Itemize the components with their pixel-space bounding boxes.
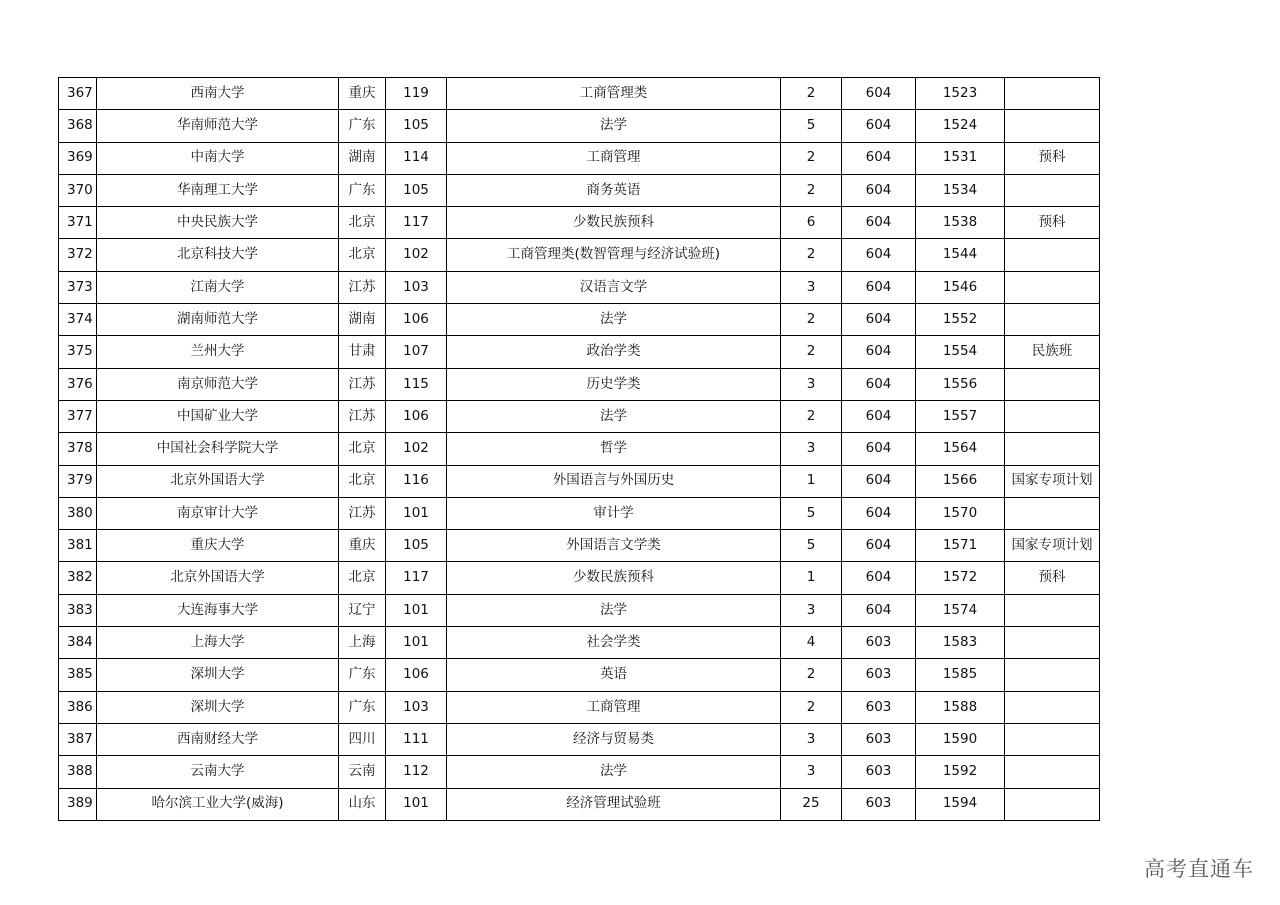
remark-cell bbox=[1005, 368, 1100, 400]
university-cell: 深圳大学 bbox=[97, 659, 339, 691]
plan-count-cell: 25 bbox=[781, 788, 842, 820]
table-row bbox=[59, 110, 1100, 142]
row-number-cell: 383 bbox=[59, 594, 97, 626]
row-number-cell: 367 bbox=[59, 78, 97, 110]
min-rank-cell: 1523 bbox=[916, 78, 1005, 110]
remark-cell bbox=[1005, 433, 1100, 465]
major-code-cell: 117 bbox=[386, 562, 447, 594]
min-rank-cell: 1552 bbox=[916, 304, 1005, 336]
table-row bbox=[59, 594, 1100, 626]
table-row bbox=[59, 497, 1100, 529]
row-number-cell: 377 bbox=[59, 400, 97, 432]
min-score-cell: 604 bbox=[842, 594, 916, 626]
row-number-cell: 388 bbox=[59, 756, 97, 788]
major-name-cell: 法学 bbox=[447, 594, 781, 626]
major-name-cell: 法学 bbox=[447, 110, 781, 142]
min-rank-cell: 1557 bbox=[916, 400, 1005, 432]
row-number-cell: 376 bbox=[59, 368, 97, 400]
table-row bbox=[59, 465, 1100, 497]
remark-cell bbox=[1005, 627, 1100, 659]
remark-cell: 民族班 bbox=[1005, 336, 1100, 368]
min-score-cell: 604 bbox=[842, 207, 916, 239]
province-cell: 山东 bbox=[339, 788, 386, 820]
remark-cell bbox=[1005, 174, 1100, 206]
plan-count-cell: 2 bbox=[781, 691, 842, 723]
plan-count-cell: 2 bbox=[781, 78, 842, 110]
plan-count-cell: 1 bbox=[781, 465, 842, 497]
row-number-cell: 374 bbox=[59, 304, 97, 336]
row-number-cell: 370 bbox=[59, 174, 97, 206]
table-row bbox=[59, 271, 1100, 303]
remark-cell: 预科 bbox=[1005, 207, 1100, 239]
row-number-cell: 373 bbox=[59, 271, 97, 303]
university-cell: 西南大学 bbox=[97, 78, 339, 110]
major-name-cell: 外国语言文学类 bbox=[447, 530, 781, 562]
university-cell: 湖南师范大学 bbox=[97, 304, 339, 336]
table-row bbox=[59, 142, 1100, 174]
major-code-cell: 105 bbox=[386, 530, 447, 562]
plan-count-cell: 2 bbox=[781, 142, 842, 174]
major-code-cell: 106 bbox=[386, 400, 447, 432]
min-rank-cell: 1566 bbox=[916, 465, 1005, 497]
major-code-cell: 103 bbox=[386, 271, 447, 303]
major-name-cell: 哲学 bbox=[447, 433, 781, 465]
min-score-cell: 604 bbox=[842, 78, 916, 110]
province-cell: 广东 bbox=[339, 691, 386, 723]
table-row bbox=[59, 756, 1100, 788]
min-score-cell: 604 bbox=[842, 336, 916, 368]
university-cell: 北京外国语大学 bbox=[97, 465, 339, 497]
university-cell: 重庆大学 bbox=[97, 530, 339, 562]
plan-count-cell: 6 bbox=[781, 207, 842, 239]
min-rank-cell: 1538 bbox=[916, 207, 1005, 239]
remark-cell bbox=[1005, 497, 1100, 529]
university-cell: 南京师范大学 bbox=[97, 368, 339, 400]
major-code-cell: 103 bbox=[386, 691, 447, 723]
table-row bbox=[59, 788, 1100, 820]
plan-count-cell: 3 bbox=[781, 594, 842, 626]
province-cell: 北京 bbox=[339, 433, 386, 465]
university-cell: 大连海事大学 bbox=[97, 594, 339, 626]
province-cell: 广东 bbox=[339, 110, 386, 142]
table-row bbox=[59, 659, 1100, 691]
major-name-cell: 商务英语 bbox=[447, 174, 781, 206]
major-code-cell: 101 bbox=[386, 497, 447, 529]
min-score-cell: 604 bbox=[842, 110, 916, 142]
table-row bbox=[59, 207, 1100, 239]
row-number-cell: 371 bbox=[59, 207, 97, 239]
major-code-cell: 116 bbox=[386, 465, 447, 497]
plan-count-cell: 2 bbox=[781, 400, 842, 432]
province-cell: 云南 bbox=[339, 756, 386, 788]
major-name-cell: 工商管理 bbox=[447, 691, 781, 723]
plan-count-cell: 2 bbox=[781, 336, 842, 368]
university-cell: 北京外国语大学 bbox=[97, 562, 339, 594]
table-row bbox=[59, 400, 1100, 432]
major-name-cell: 少数民族预科 bbox=[447, 207, 781, 239]
university-cell: 上海大学 bbox=[97, 627, 339, 659]
major-name-cell: 外国语言与外国历史 bbox=[447, 465, 781, 497]
plan-count-cell: 3 bbox=[781, 368, 842, 400]
province-cell: 重庆 bbox=[339, 530, 386, 562]
min-rank-cell: 1524 bbox=[916, 110, 1005, 142]
province-cell: 湖南 bbox=[339, 142, 386, 174]
remark-cell bbox=[1005, 723, 1100, 755]
major-code-cell: 112 bbox=[386, 756, 447, 788]
province-cell: 江苏 bbox=[339, 400, 386, 432]
major-name-cell: 法学 bbox=[447, 400, 781, 432]
min-rank-cell: 1554 bbox=[916, 336, 1005, 368]
plan-count-cell: 4 bbox=[781, 627, 842, 659]
major-code-cell: 115 bbox=[386, 368, 447, 400]
major-name-cell: 历史学类 bbox=[447, 368, 781, 400]
major-name-cell: 社会学类 bbox=[447, 627, 781, 659]
university-cell: 中南大学 bbox=[97, 142, 339, 174]
row-number-cell: 387 bbox=[59, 723, 97, 755]
min-score-cell: 604 bbox=[842, 433, 916, 465]
major-name-cell: 工商管理类(数智管理与经济试验班) bbox=[447, 239, 781, 271]
table-row bbox=[59, 723, 1100, 755]
remark-cell: 国家专项计划 bbox=[1005, 530, 1100, 562]
table-row bbox=[59, 562, 1100, 594]
remark-cell bbox=[1005, 78, 1100, 110]
row-number-cell: 389 bbox=[59, 788, 97, 820]
min-rank-cell: 1588 bbox=[916, 691, 1005, 723]
university-cell: 云南大学 bbox=[97, 756, 339, 788]
min-rank-cell: 1583 bbox=[916, 627, 1005, 659]
min-rank-cell: 1590 bbox=[916, 723, 1005, 755]
major-code-cell: 114 bbox=[386, 142, 447, 174]
min-rank-cell: 1546 bbox=[916, 271, 1005, 303]
min-rank-cell: 1574 bbox=[916, 594, 1005, 626]
province-cell: 北京 bbox=[339, 562, 386, 594]
university-cell: 中央民族大学 bbox=[97, 207, 339, 239]
min-score-cell: 603 bbox=[842, 756, 916, 788]
major-name-cell: 法学 bbox=[447, 304, 781, 336]
min-rank-cell: 1594 bbox=[916, 788, 1005, 820]
row-number-cell: 385 bbox=[59, 659, 97, 691]
university-cell: 哈尔滨工业大学(威海) bbox=[97, 788, 339, 820]
remark-cell bbox=[1005, 304, 1100, 336]
university-cell: 中国社会科学院大学 bbox=[97, 433, 339, 465]
province-cell: 辽宁 bbox=[339, 594, 386, 626]
major-name-cell: 少数民族预科 bbox=[447, 562, 781, 594]
province-cell: 甘肃 bbox=[339, 336, 386, 368]
remark-cell: 预科 bbox=[1005, 142, 1100, 174]
table-row bbox=[59, 530, 1100, 562]
row-number-cell: 372 bbox=[59, 239, 97, 271]
province-cell: 湖南 bbox=[339, 304, 386, 336]
min-score-cell: 604 bbox=[842, 239, 916, 271]
table-body bbox=[59, 78, 1100, 821]
min-score-cell: 604 bbox=[842, 304, 916, 336]
remark-cell bbox=[1005, 110, 1100, 142]
min-score-cell: 604 bbox=[842, 562, 916, 594]
major-code-cell: 101 bbox=[386, 627, 447, 659]
major-name-cell: 经济与贸易类 bbox=[447, 723, 781, 755]
min-score-cell: 603 bbox=[842, 723, 916, 755]
remark-cell bbox=[1005, 400, 1100, 432]
remark-cell bbox=[1005, 659, 1100, 691]
university-cell: 中国矿业大学 bbox=[97, 400, 339, 432]
row-number-cell: 382 bbox=[59, 562, 97, 594]
remark-cell: 国家专项计划 bbox=[1005, 465, 1100, 497]
min-score-cell: 603 bbox=[842, 691, 916, 723]
min-rank-cell: 1571 bbox=[916, 530, 1005, 562]
major-code-cell: 101 bbox=[386, 788, 447, 820]
plan-count-cell: 2 bbox=[781, 304, 842, 336]
table-row bbox=[59, 627, 1100, 659]
min-score-cell: 603 bbox=[842, 659, 916, 691]
row-number-cell: 380 bbox=[59, 497, 97, 529]
min-rank-cell: 1592 bbox=[916, 756, 1005, 788]
province-cell: 广东 bbox=[339, 659, 386, 691]
min-rank-cell: 1544 bbox=[916, 239, 1005, 271]
university-cell: 南京审计大学 bbox=[97, 497, 339, 529]
remark-cell bbox=[1005, 239, 1100, 271]
university-cell: 华南理工大学 bbox=[97, 174, 339, 206]
major-code-cell: 105 bbox=[386, 174, 447, 206]
remark-cell bbox=[1005, 756, 1100, 788]
major-name-cell: 政治学类 bbox=[447, 336, 781, 368]
min-rank-cell: 1585 bbox=[916, 659, 1005, 691]
row-number-cell: 381 bbox=[59, 530, 97, 562]
major-name-cell: 工商管理 bbox=[447, 142, 781, 174]
min-rank-cell: 1534 bbox=[916, 174, 1005, 206]
min-score-cell: 604 bbox=[842, 368, 916, 400]
province-cell: 北京 bbox=[339, 465, 386, 497]
province-cell: 四川 bbox=[339, 723, 386, 755]
plan-count-cell: 5 bbox=[781, 110, 842, 142]
major-code-cell: 101 bbox=[386, 594, 447, 626]
university-cell: 深圳大学 bbox=[97, 691, 339, 723]
province-cell: 广东 bbox=[339, 174, 386, 206]
min-score-cell: 604 bbox=[842, 465, 916, 497]
province-cell: 北京 bbox=[339, 239, 386, 271]
major-name-cell: 经济管理试验班 bbox=[447, 788, 781, 820]
major-name-cell: 英语 bbox=[447, 659, 781, 691]
major-code-cell: 111 bbox=[386, 723, 447, 755]
plan-count-cell: 3 bbox=[781, 433, 842, 465]
major-code-cell: 107 bbox=[386, 336, 447, 368]
min-score-cell: 604 bbox=[842, 271, 916, 303]
plan-count-cell: 1 bbox=[781, 562, 842, 594]
table-row bbox=[59, 174, 1100, 206]
row-number-cell: 384 bbox=[59, 627, 97, 659]
university-cell: 江南大学 bbox=[97, 271, 339, 303]
table-row bbox=[59, 239, 1100, 271]
min-score-cell: 603 bbox=[842, 788, 916, 820]
table-row bbox=[59, 368, 1100, 400]
plan-count-cell: 2 bbox=[781, 174, 842, 206]
province-cell: 重庆 bbox=[339, 78, 386, 110]
table-row bbox=[59, 78, 1100, 110]
admission-table bbox=[58, 77, 1100, 821]
plan-count-cell: 3 bbox=[781, 756, 842, 788]
min-score-cell: 604 bbox=[842, 497, 916, 529]
university-cell: 兰州大学 bbox=[97, 336, 339, 368]
province-cell: 江苏 bbox=[339, 497, 386, 529]
row-number-cell: 378 bbox=[59, 433, 97, 465]
university-cell: 华南师范大学 bbox=[97, 110, 339, 142]
min-rank-cell: 1570 bbox=[916, 497, 1005, 529]
row-number-cell: 369 bbox=[59, 142, 97, 174]
table-row bbox=[59, 691, 1100, 723]
major-name-cell: 法学 bbox=[447, 756, 781, 788]
plan-count-cell: 3 bbox=[781, 271, 842, 303]
plan-count-cell: 3 bbox=[781, 723, 842, 755]
min-score-cell: 604 bbox=[842, 142, 916, 174]
remark-cell bbox=[1005, 271, 1100, 303]
min-rank-cell: 1556 bbox=[916, 368, 1005, 400]
major-name-cell: 汉语言文学 bbox=[447, 271, 781, 303]
remark-cell bbox=[1005, 594, 1100, 626]
row-number-cell: 375 bbox=[59, 336, 97, 368]
major-code-cell: 106 bbox=[386, 304, 447, 336]
university-cell: 西南财经大学 bbox=[97, 723, 339, 755]
min-score-cell: 604 bbox=[842, 530, 916, 562]
min-rank-cell: 1572 bbox=[916, 562, 1005, 594]
major-name-cell: 审计学 bbox=[447, 497, 781, 529]
plan-count-cell: 2 bbox=[781, 659, 842, 691]
major-code-cell: 105 bbox=[386, 110, 447, 142]
province-cell: 江苏 bbox=[339, 271, 386, 303]
major-code-cell: 119 bbox=[386, 78, 447, 110]
plan-count-cell: 5 bbox=[781, 530, 842, 562]
major-name-cell: 工商管理类 bbox=[447, 78, 781, 110]
table-row bbox=[59, 304, 1100, 336]
province-cell: 上海 bbox=[339, 627, 386, 659]
major-code-cell: 117 bbox=[386, 207, 447, 239]
university-cell: 北京科技大学 bbox=[97, 239, 339, 271]
major-code-cell: 106 bbox=[386, 659, 447, 691]
major-code-cell: 102 bbox=[386, 239, 447, 271]
province-cell: 北京 bbox=[339, 207, 386, 239]
min-score-cell: 604 bbox=[842, 400, 916, 432]
major-code-cell: 102 bbox=[386, 433, 447, 465]
row-number-cell: 379 bbox=[59, 465, 97, 497]
min-rank-cell: 1531 bbox=[916, 142, 1005, 174]
remark-cell: 预科 bbox=[1005, 562, 1100, 594]
min-score-cell: 603 bbox=[842, 627, 916, 659]
remark-cell bbox=[1005, 691, 1100, 723]
row-number-cell: 386 bbox=[59, 691, 97, 723]
province-cell: 江苏 bbox=[339, 368, 386, 400]
remark-cell bbox=[1005, 788, 1100, 820]
table-row bbox=[59, 336, 1100, 368]
watermark-text: 高考直通车 bbox=[1144, 857, 1254, 881]
plan-count-cell: 2 bbox=[781, 239, 842, 271]
plan-count-cell: 5 bbox=[781, 497, 842, 529]
min-score-cell: 604 bbox=[842, 174, 916, 206]
row-number-cell: 368 bbox=[59, 110, 97, 142]
table-row bbox=[59, 433, 1100, 465]
min-rank-cell: 1564 bbox=[916, 433, 1005, 465]
